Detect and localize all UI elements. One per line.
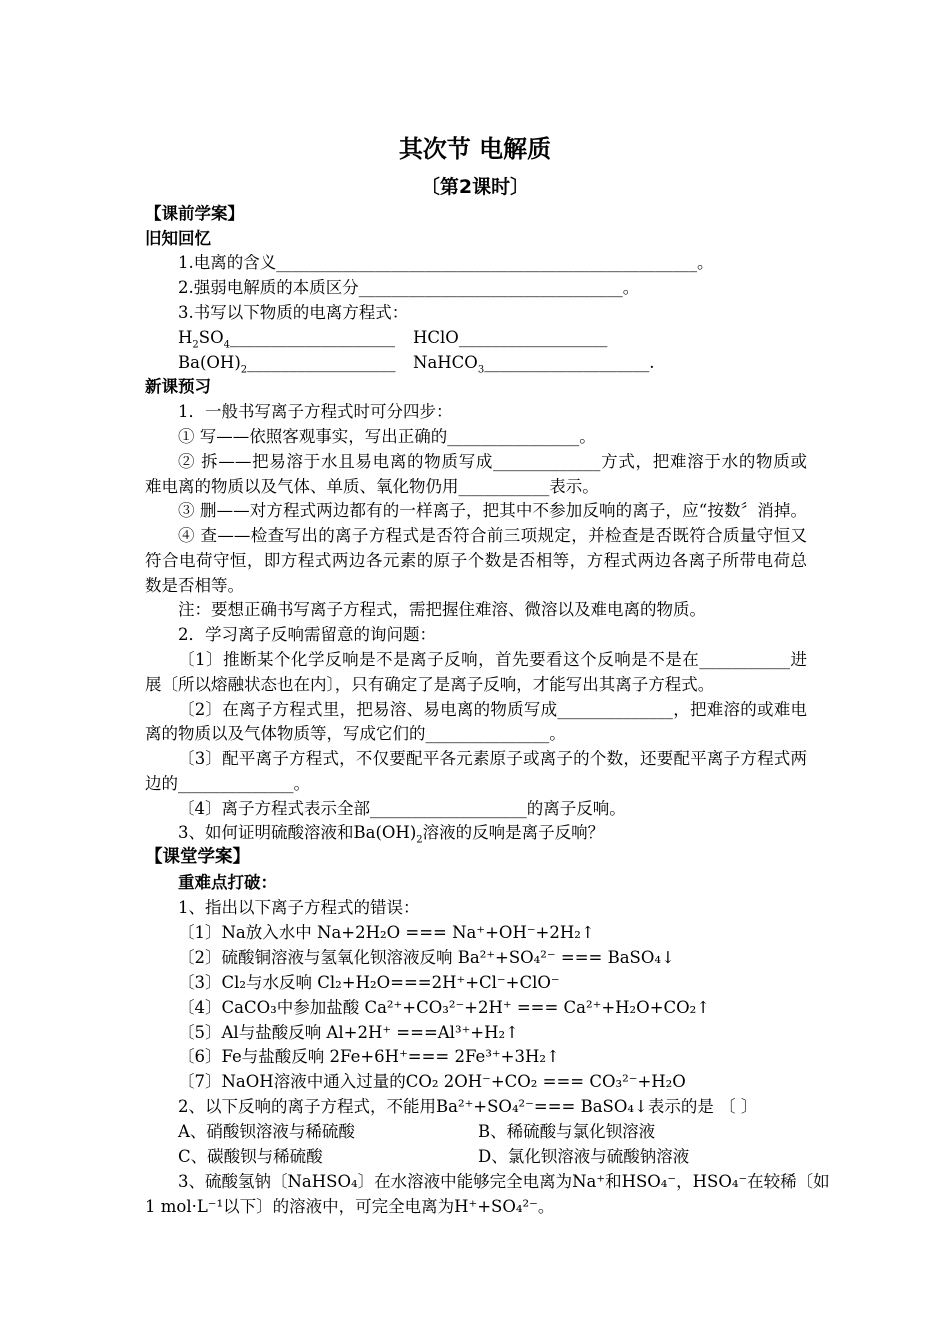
class-question-1: 1、指出以下离子方程式的错误： — [178, 898, 420, 917]
item-3-line2: 边的______________。 — [145, 774, 310, 793]
step-delete: ③ 删——对方程式两边都有的一样离子，把其中不参加反响的离子，应“按数〞消掉。 — [178, 501, 807, 520]
formula-row-2 — [178, 350, 807, 375]
item-1-line1: 〔1〕推断某个化学反响是不是离子反响，首先要看这个反响是不是在___________进 — [178, 650, 807, 669]
equation-error-7: 〔7〕NaOH溶液中通入过量的CO₂ 2OH⁻+CO₂ === CO₃²⁻+H₂O — [178, 1072, 686, 1091]
option-a: A、硝酸钡溶液与稀硫酸 — [178, 1122, 355, 1141]
equation-error-1: 〔1〕Na放入水中 Na+2H₂O === Na⁺+OH⁻+2H₂↑ — [178, 923, 595, 942]
equation-error-5: 〔5〕Al与盐酸反响 Al+2H⁺ ===Al³⁺+H₂↑ — [178, 1023, 519, 1042]
option-c: C、碳酸钡与稀硫酸 — [178, 1147, 323, 1166]
h2so4-label: $H_2SO_4\_\_\_\_\_\_\_\_\_\_\_\_\_\_\_\_\_\_\_\_$ — [178, 328, 395, 351]
section-header-preview: 新课预习 — [145, 377, 211, 396]
preview-point-1: 1．一般书写离子方程式时可分四步： — [178, 402, 453, 421]
step-split-line1: ② 拆——把易溶于水且易电离的物质写成_____________方式，把难溶于水的物质或 — [178, 452, 807, 471]
page-title: 其次节 电解质 — [398, 135, 552, 163]
options-row-1 — [178, 1119, 807, 1144]
equation-error-6: 〔6〕Fe与盐酸反响 2Fe+6H⁺=== 2Fe³⁺+3H₂↑ — [178, 1047, 560, 1066]
item-2-line2: 离的物质以及气体物质等，写成它们的_______________。 — [145, 724, 566, 743]
review-question-2: 2.强弱电解质的本质区分________________________________。 — [178, 278, 640, 297]
class-question-3-line2: 1 mol·L⁻¹以下〕的溶液中，可完全电离为H⁺+SO₄²⁻。 — [145, 1197, 555, 1216]
preview-point-3: 3、如何证明硫酸溶液和$Ba(OH)_2$溶液的反响是离子反响？ — [178, 823, 605, 846]
step-check-line1: ④ 查——检查写出的离子方程式是否符合前三项规定，并检查是否既符合质量守恒又 — [178, 526, 807, 545]
item-3-line1: 〔3〕配平离子方程式，不仅要配平各元素原子或离子的个数，还要配平离子方程式两 — [178, 749, 807, 768]
step-check-line3: 数是否相等。 — [145, 576, 244, 595]
preview-note: 注：要想正确书写离子方程式，需把握住难溶、微溶以及难电离的物质。 — [178, 600, 706, 619]
preview-point-2: 2．学习离子反响需留意的询问题： — [178, 625, 436, 644]
review-question-3: 3.书写以下物质的电离方程式： — [178, 303, 409, 322]
option-d: D、氯化钡溶液与硫酸钠溶液 — [478, 1147, 690, 1166]
formula-row-1 — [178, 325, 807, 350]
equation-error-2: 〔2〕硫酸铜溶液与氢氧化钡溶液反响 Ba²⁺+SO₄²⁻ === BaSO₄↓ — [178, 948, 675, 967]
page-subtitle: 〔第2课时〕 — [420, 176, 530, 198]
section-header-review: 旧知回忆 — [145, 229, 211, 248]
equation-error-4: 〔4〕CaCO₃中参加盐酸 Ca²⁺+CO₃²⁻+2H⁺ === Ca²⁺+H₂O+CO₂↑ — [178, 998, 711, 1017]
class-question-2: 2、以下反响的离子方程式，不能用Ba²⁺+SO₄²⁻=== BaSO₄↓表示的是 〔 〕 — [178, 1097, 758, 1116]
step-split-line2: 难电离的物质以及气体、单质、氧化物仍用___________表示。 — [145, 477, 599, 496]
hclo-label: HClO__________________ — [413, 328, 608, 347]
options-row-2 — [178, 1144, 807, 1169]
item-2-line1: 〔2〕在离子方程式里，把易溶、易电离的物质写成______________，把难溶的或难电 — [178, 700, 807, 719]
section-header-pre-class: 【课前学案】 — [145, 204, 244, 223]
nahco3-label: NaHCO$_3$____________________. — [413, 353, 655, 376]
option-b: B、稀硫酸与氯化钡溶液 — [478, 1122, 656, 1141]
class-question-3-line1: 3、硫酸氢钠〔NaHSO₄〕在水溶液中能够完全电离为Na⁺和HSO₄⁻，HSO₄⁻在较稀〔如 — [178, 1172, 830, 1191]
item-4: 〔4〕离子方程式表示全部___________________的离子反响。 — [178, 799, 626, 818]
equation-error-3: 〔3〕Cl₂与水反响 Cl₂+H₂O===2H⁺+Cl⁻+ClO⁻ — [178, 973, 560, 992]
step-check-line2: 符合电荷守恒，即方程式两边各元素的原子个数是否相等，方程式两边各离子所带电荷总 — [145, 551, 807, 570]
item-1-line2: 展〔所以熔融状态也在内〕，只有确定了是离子反响，才能写出其离子方程式。 — [145, 675, 715, 694]
focus-header: 重难点打破： — [178, 873, 277, 892]
section-header-in-class: 【课堂学案】 — [145, 847, 250, 867]
step-write: ① 写——依照客观事实，写出正确的________________。 — [178, 427, 596, 446]
baoh2-label: $Ba(OH)_2\_\_\_\_\_\_\_\_\_\_\_\_\_\_\_\_\_\_$ — [178, 353, 396, 376]
review-question-1: 1.电离的含义___________________________________________________。 — [178, 253, 714, 272]
